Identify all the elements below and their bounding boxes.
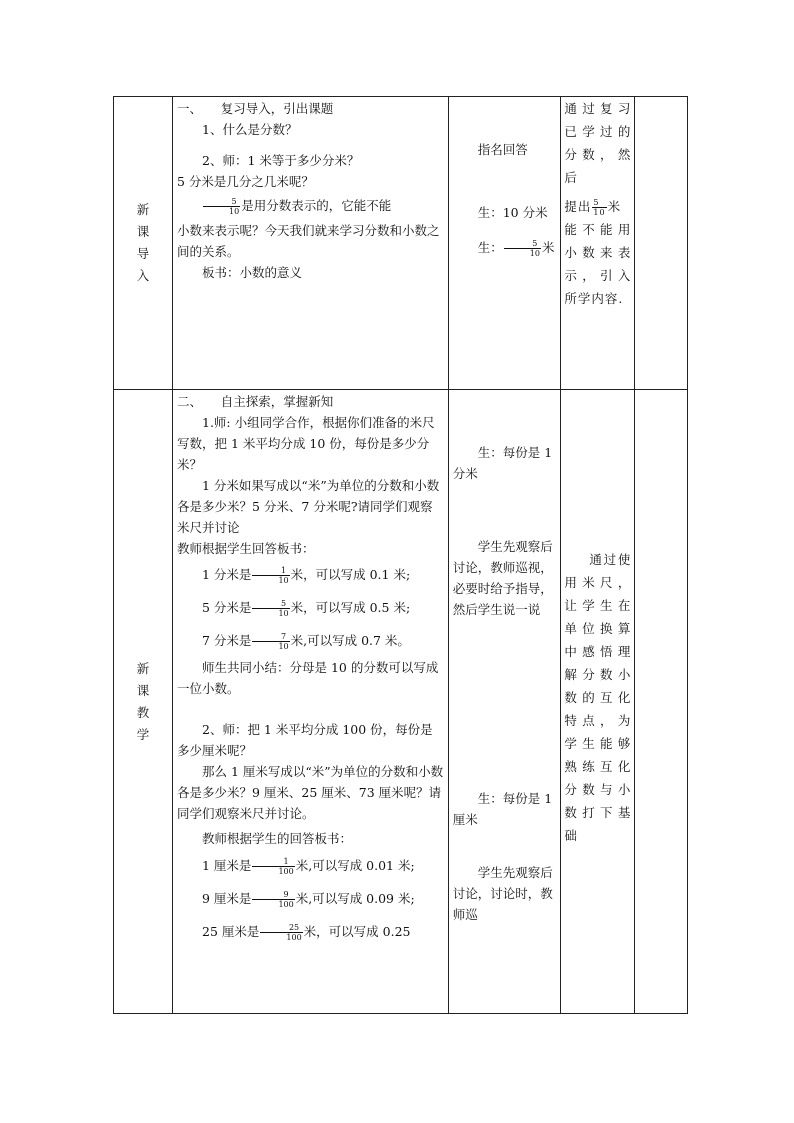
lesson-plan-table [113,96,688,1014]
fraction-five-tenths: $\frac{5}{10}$ [203,197,240,216]
fraction-five-tenths-intent: $\frac{5}{10}$ [593,198,606,217]
intent-text-decimal: 能不能用小数来表示，引入所学内容. [564,222,632,306]
note-cell-teaching [635,390,688,1014]
intent-text-ruler: 通过使用米尺，让学生在单位换算中感悟理解分数小数的互化特点，为学生能够熟练互化分数与小数打下基础 [564,552,632,843]
content-cell-intro [173,97,449,390]
intent-text-review: 通过复习已学过的分数，然后 [564,101,632,185]
fraction-nine-hundredths: $\frac{9}{100}$ [252,890,294,909]
student-answer-10dm: 生：10 分米 [477,205,548,220]
task-centimeter-question: 那么 1 厘米写成以“米”为单位的分数和小数各是多少米？9 厘米、25 厘米、73 厘米呢？请同学们观察米尺并讨论。 [177,764,444,821]
summary-tenths: 师生共同小结：分母是 10 的分数可以写成一位小数。 [177,660,439,696]
fraction-one-hundredth: $\frac{1}{100}$ [252,857,294,876]
fraction-five-tenths-board: $\frac{5}{10}$ [252,599,289,618]
fraction-five-tenths-answer: $\frac{5}{10}$ [504,239,541,258]
fraction-25-hundredths: $\frac{25}{100}$ [260,923,302,942]
stage-cell-intro [114,97,173,390]
table-row-teaching [114,390,688,1014]
section-heading-explore: 二、 自主探索，掌握新知 [177,394,334,409]
student-cell-intro [448,97,561,390]
board-line-9cm: 9 厘米是 $\frac{9}{100}$ 米,可以写成 0.09 米; [202,890,415,909]
board-note-title: 板书：小数的意义 [202,265,303,280]
content-cell-teaching [173,390,449,1014]
student-answer-fraction: 生： $\frac{5}{10}$ 米 [477,239,555,258]
stage-cell-teaching [114,390,173,1014]
question-decimeter: 5 分米是几分之几米呢？ [177,174,314,189]
task-divide-meter: 1.师: 小组同学合作，根据你们准备的米尺写数，把 1 米平均分成 10 份，每份是多少分米？ [177,415,435,472]
intent-text-fraction: 提出 $\frac{5}{10}$ 米 [564,198,622,217]
board-intro-1: 教师根据学生回答板书： [177,541,315,556]
question-fraction: 1、什么是分数？ [202,122,298,137]
board-line-1cm: 1 厘米是 $\frac{1}{100}$ 米,可以写成 0.01 米; [202,857,415,876]
section-heading-review: 一、 复习导入，引出课题 [177,101,334,116]
question-decimal-cont: 小数来表示呢？今天我们就来学习分数和小数之间的关系。 [177,223,440,259]
student-answer-1cm: 生：每份是 1 厘米 [452,791,553,827]
question-meter: 2、师：1 米等于多少分米？ [202,153,360,168]
board-line-1dm: 1 分米是 $\frac{1}{10}$ 米，可以写成 0.1 米; [202,566,411,585]
board-line-5dm: 5 分米是 $\frac{5}{10}$ 米，可以写成 0.5 米; [202,599,411,618]
student-activity-1: 学生先观察后讨论，教师巡视，必要时给予指导，然后学生说一说 [452,539,553,617]
table-row-intro [114,97,688,390]
task-decimeter-question: 1 分米如果写成以“米”为单位的分数和小数各是多少米？5 分米、7 分米呢?请同学们观察米尺并讨论 [177,478,440,535]
intent-cell-intro [561,97,635,390]
stage-label-teaching: 新课教学 [136,660,150,742]
stage-label-intro: 新课导入 [136,202,150,283]
board-intro-2: 教师根据学生的回答板书： [202,831,353,846]
note-cell-intro [635,97,688,390]
intent-cell-teaching [561,390,635,1014]
task-divide-100: 2、师：把 1 米平均分成 100 份，每份是多少厘米呢？ [177,722,433,758]
student-cell-teaching [448,390,561,1014]
student-activity-2: 学生先观察后讨论，讨论时，教师巡 [452,865,553,922]
student-answer-named: 指名回答 [477,142,528,157]
board-line-7dm: 7 分米是 $\frac{7}{10}$ 米,可以写成 0.7 米。 [202,632,410,651]
fraction-seven-tenths: $\frac{7}{10}$ [252,632,289,651]
board-line-25cm: 25 厘米是 $\frac{25}{100}$ 米，可以写成 0.25 [202,923,411,942]
student-answer-1dm: 生：每份是 1 分米 [452,445,553,481]
fraction-one-tenth: $\frac{1}{10}$ [252,566,289,585]
question-decimal: $\frac{5}{10}$ 是用分数表示的，它能不能 [177,195,444,216]
